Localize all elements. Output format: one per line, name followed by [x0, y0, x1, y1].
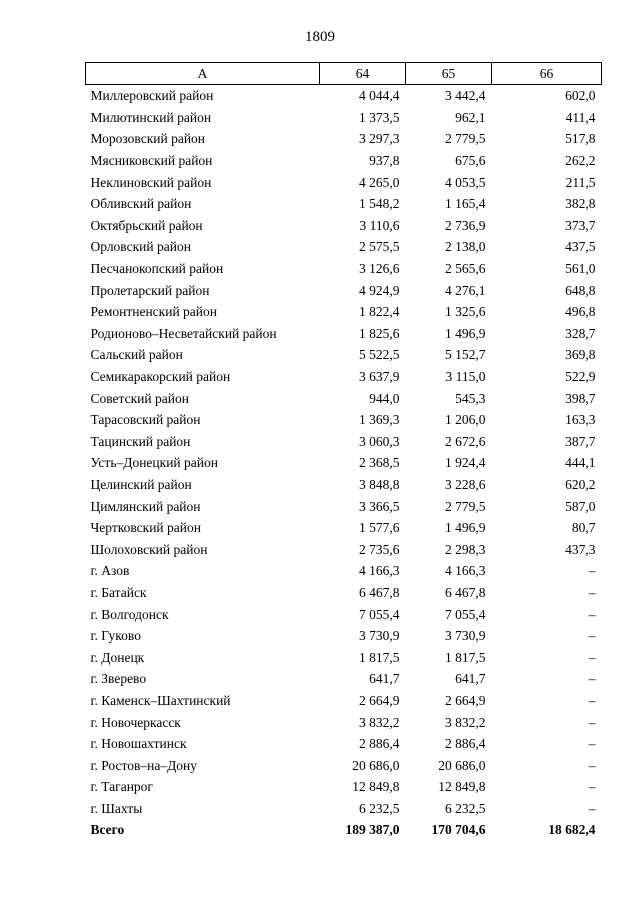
- cell-col-65: 1 817,5: [445, 649, 486, 665]
- table-row: [86, 690, 602, 712]
- cell-col-66: 561,0: [565, 261, 596, 277]
- cell-col-66: –: [588, 671, 596, 687]
- table-row: [86, 776, 602, 798]
- cell-col-65: 1 924,4: [445, 455, 486, 471]
- table-row: [86, 582, 602, 604]
- cell-col-64: 2 886,4: [359, 736, 400, 752]
- row-name: Советский район: [90, 390, 189, 406]
- cell-col-65: 641,7: [455, 671, 486, 687]
- cell-col-64: 4 265,0: [359, 174, 400, 190]
- table-body: [86, 85, 602, 841]
- cell-col-65: 1 496,9: [445, 520, 486, 536]
- table-row: [86, 366, 602, 388]
- table-row: [86, 754, 602, 776]
- cell-col-65: 4 053,5: [445, 174, 486, 190]
- cell-col-65: 2 565,6: [445, 261, 486, 277]
- cell-col-66: 373,7: [565, 217, 596, 233]
- row-name: Орловский район: [90, 239, 191, 255]
- cell-col-65: 3 442,4: [445, 88, 486, 104]
- total-col-65: 170 704,6: [431, 822, 486, 838]
- cell-col-66: 369,8: [565, 347, 596, 363]
- cell-col-64: 3 060,3: [359, 433, 400, 449]
- cell-col-65: 6 232,5: [445, 800, 486, 816]
- cell-col-65: 12 849,8: [438, 779, 486, 795]
- cell-col-66: 620,2: [565, 476, 596, 492]
- row-name: Октябрьский район: [90, 217, 203, 233]
- table-row: [86, 171, 602, 193]
- cell-col-65: 1 496,9: [445, 325, 486, 341]
- table-row: [86, 258, 602, 280]
- cell-col-65: 2 779,5: [445, 498, 486, 514]
- row-name: Родионово–Несветайский район: [90, 325, 277, 341]
- cell-col-65: 1 206,0: [445, 412, 486, 428]
- table-row: [86, 495, 602, 517]
- row-name: г. Зверево: [90, 671, 147, 687]
- column-header-66: 66: [492, 63, 602, 85]
- cell-col-65: 20 686,0: [438, 757, 486, 773]
- table-row: [86, 733, 602, 755]
- cell-col-66: 80,7: [571, 520, 596, 536]
- row-name: г. Шахты: [90, 800, 143, 816]
- cell-col-66: –: [588, 736, 596, 752]
- table-row: [86, 668, 602, 690]
- row-name: Чертковский район: [90, 520, 201, 536]
- table-row: [86, 798, 602, 820]
- cell-col-65: 3 115,0: [445, 369, 486, 385]
- table-row: [86, 474, 602, 496]
- total-label: Всего: [90, 822, 125, 838]
- cell-col-66: 262,2: [565, 153, 596, 169]
- row-name: Пролетарский район: [90, 282, 210, 298]
- row-name: г. Азов: [90, 563, 130, 579]
- cell-col-64: 3 366,5: [359, 498, 400, 514]
- row-name: Обливский район: [90, 196, 192, 212]
- cell-col-66: 496,8: [565, 304, 596, 320]
- cell-col-66: –: [588, 714, 596, 730]
- row-name: Неклиновский район: [90, 174, 212, 190]
- cell-col-66: 437,5: [565, 239, 596, 255]
- table-row: [86, 603, 602, 625]
- table-row: [86, 323, 602, 345]
- cell-col-65: 6 467,8: [445, 584, 486, 600]
- table-row: [86, 344, 602, 366]
- cell-col-66: –: [588, 779, 596, 795]
- cell-col-64: 7 055,4: [359, 606, 400, 622]
- table-row: [86, 301, 602, 323]
- cell-col-65: 2 138,0: [445, 239, 486, 255]
- table-row: [86, 452, 602, 474]
- table-row: [86, 387, 602, 409]
- table-row: [86, 193, 602, 215]
- cell-col-65: 3 730,9: [445, 628, 486, 644]
- row-name: Мясниковский район: [90, 153, 213, 169]
- cell-col-64: 3 126,6: [359, 261, 400, 277]
- row-name: Цимлянский район: [90, 498, 201, 514]
- cell-col-64: 20 686,0: [352, 757, 400, 773]
- row-name: г. Каменск–Шахтинский: [90, 692, 231, 708]
- table-row: [86, 107, 602, 129]
- cell-col-65: 7 055,4: [445, 606, 486, 622]
- cell-col-66: 387,7: [565, 433, 596, 449]
- cell-col-64: 6 232,5: [359, 800, 400, 816]
- cell-col-65: 1 325,6: [445, 304, 486, 320]
- cell-col-64: 641,7: [369, 671, 400, 687]
- cell-col-64: 12 849,8: [352, 779, 400, 795]
- cell-col-66: 163,3: [565, 412, 596, 428]
- cell-col-64: 3 848,8: [359, 476, 400, 492]
- cell-col-64: 1 577,6: [359, 520, 400, 536]
- total-col-64: 189 387,0: [345, 822, 400, 838]
- cell-col-64: 3 110,6: [359, 217, 400, 233]
- row-name: г. Новошахтинск: [90, 736, 187, 752]
- cell-col-65: 2 298,3: [445, 541, 486, 557]
- cell-col-66: –: [588, 563, 596, 579]
- table-row: [86, 128, 602, 150]
- column-header-a: А: [86, 63, 320, 85]
- table-row: [86, 711, 602, 733]
- row-name: г. Гуково: [90, 628, 141, 644]
- cell-col-64: 2 664,9: [359, 692, 400, 708]
- table-row: [86, 236, 602, 258]
- total-col-66: 18 682,4: [548, 822, 596, 838]
- cell-col-66: 211,5: [565, 174, 596, 190]
- cell-col-65: 962,1: [455, 109, 486, 125]
- column-header-64: 64: [320, 63, 406, 85]
- cell-col-66: 522,9: [565, 369, 596, 385]
- cell-col-64: 2 735,6: [359, 541, 400, 557]
- cell-col-64: 944,0: [369, 390, 400, 406]
- table-row: [86, 646, 602, 668]
- table-header-row: [86, 63, 602, 85]
- cell-col-66: –: [588, 628, 596, 644]
- table-row: [86, 215, 602, 237]
- row-name: Тарасовский район: [90, 412, 201, 428]
- cell-col-66: 328,7: [565, 325, 596, 341]
- cell-col-64: 1 822,4: [359, 304, 400, 320]
- cell-col-64: 2 575,5: [359, 239, 400, 255]
- cell-col-66: 398,7: [565, 390, 596, 406]
- cell-col-66: –: [588, 584, 596, 600]
- row-name: г. Новочеркасск: [90, 714, 181, 730]
- table-row: [86, 625, 602, 647]
- cell-col-64: 2 368,5: [359, 455, 400, 471]
- table-row: [86, 538, 602, 560]
- cell-col-65: 3 832,2: [445, 714, 486, 730]
- cell-col-65: 2 779,5: [445, 131, 486, 147]
- cell-col-65: 3 228,6: [445, 476, 486, 492]
- cell-col-65: 2 736,9: [445, 217, 486, 233]
- cell-col-66: –: [588, 606, 596, 622]
- page-number: 1809: [305, 29, 335, 45]
- row-name: Целинский район: [90, 476, 192, 492]
- column-header-65: 65: [406, 63, 492, 85]
- table-row: [86, 431, 602, 453]
- row-name: Шолоховский район: [90, 541, 208, 557]
- cell-col-64: 3 637,9: [359, 369, 400, 385]
- cell-col-64: 3 297,3: [359, 131, 400, 147]
- row-name: г. Батайск: [90, 584, 147, 600]
- row-name: Сальский район: [90, 347, 183, 363]
- cell-col-65: 5 152,7: [445, 347, 486, 363]
- cell-col-65: 4 166,3: [445, 563, 486, 579]
- table-row: [86, 85, 602, 107]
- cell-col-64: 6 467,8: [359, 584, 400, 600]
- table-row: [86, 150, 602, 172]
- row-name: Миллеровский район: [90, 88, 214, 104]
- row-name: г. Донецк: [90, 649, 145, 665]
- data-table: [85, 62, 602, 841]
- cell-col-65: 2 886,4: [445, 736, 486, 752]
- cell-col-64: 937,8: [369, 153, 400, 169]
- cell-col-64: 1 369,3: [359, 412, 400, 428]
- cell-col-65: 1 165,4: [445, 196, 486, 212]
- cell-col-66: –: [588, 757, 596, 773]
- cell-col-66: 382,8: [565, 196, 596, 212]
- cell-col-66: 437,3: [565, 541, 596, 557]
- table-row-total: [86, 819, 602, 841]
- cell-col-64: 5 522,5: [359, 347, 400, 363]
- cell-col-64: 1 817,5: [359, 649, 400, 665]
- cell-col-64: 1 825,6: [359, 325, 400, 341]
- cell-col-66: 517,8: [565, 131, 596, 147]
- cell-col-65: 2 672,6: [445, 433, 486, 449]
- row-name: Тацинский район: [90, 433, 191, 449]
- row-name: Семикаракорский район: [90, 369, 231, 385]
- row-name: Ремонтненский район: [90, 304, 217, 320]
- cell-col-66: 602,0: [565, 88, 596, 104]
- cell-col-66: 444,1: [565, 455, 596, 471]
- table-row: [86, 560, 602, 582]
- cell-col-66: 411,4: [565, 109, 596, 125]
- cell-col-65: 675,6: [455, 153, 486, 169]
- row-name: Песчанокопский район: [90, 261, 224, 277]
- cell-col-66: 648,8: [565, 282, 596, 298]
- cell-col-64: 1 373,5: [359, 109, 400, 125]
- cell-col-66: –: [588, 692, 596, 708]
- cell-col-64: 4 924,9: [359, 282, 400, 298]
- row-name: Милютинский район: [90, 109, 212, 125]
- cell-col-65: 2 664,9: [445, 692, 486, 708]
- cell-col-65: 545,3: [455, 390, 486, 406]
- cell-col-66: –: [588, 649, 596, 665]
- row-name: г. Ростов–на–Дону: [90, 757, 198, 773]
- table-row: [86, 517, 602, 539]
- cell-col-66: –: [588, 800, 596, 816]
- table-row: [86, 279, 602, 301]
- cell-col-65: 4 276,1: [445, 282, 486, 298]
- cell-col-64: 3 730,9: [359, 628, 400, 644]
- row-name: Усть–Донецкий район: [90, 455, 218, 471]
- row-name: Морозовский район: [90, 131, 206, 147]
- cell-col-66: 587,0: [565, 498, 596, 514]
- cell-col-64: 4 044,4: [359, 88, 400, 104]
- row-name: г. Волгодонск: [90, 606, 169, 622]
- cell-col-64: 4 166,3: [359, 563, 400, 579]
- cell-col-64: 1 548,2: [359, 196, 400, 212]
- row-name: г. Таганрог: [90, 779, 153, 795]
- cell-col-64: 3 832,2: [359, 714, 400, 730]
- table-row: [86, 409, 602, 431]
